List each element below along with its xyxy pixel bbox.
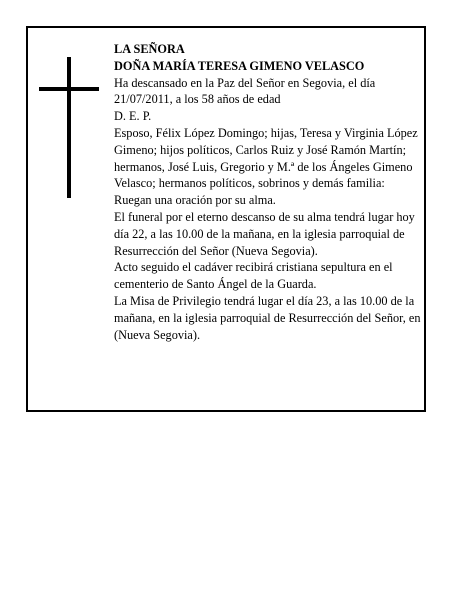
funeral-details: El funeral por el eterno descanso de su alma tendrá lugar hoy día 22, a las 10.00 de la mañana, en la iglesia parroquial de Resurrección del Señor (Nueva Segovia). — [114, 209, 415, 258]
prayer-request: Ruegan una oración por su alma. — [114, 193, 276, 208]
notice-text — [114, 41, 424, 343]
cross-vertical-bar — [67, 57, 71, 198]
deceased-name: DOÑA MARÍA TERESA GIMENO VELASCO — [114, 58, 365, 73]
obituary-notice — [26, 26, 426, 412]
burial-details: Acto seguido el cadáver recibirá cristiana sepultura en el cementerio de Santo Ángel de la Guarda. — [114, 260, 393, 292]
death-statement: Ha descansado en la Paz del Señor en Segovia, el día 21/07/2011, a los 58 años de edad — [114, 75, 376, 107]
notice-title: LA SEÑORA — [114, 42, 185, 56]
cross-horizontal-bar — [39, 87, 99, 91]
family-list: Esposo, Félix López Domingo; hijas, Teresa y Virginia López Gimeno; hijos políticos, Carlos Ruiz y José Ramón Martín; hermanos, José Luis, Gregorio y M.ª de los Ángeles Gimeno Velasco; hermanos políticos, sobrinos y demás familia: — [114, 125, 418, 191]
rip-line: D. E. P. — [114, 109, 152, 124]
mass-details: La Misa de Privilegio tendrá lugar el día 23, a las 10.00 de la mañana, en la iglesia parroquial de Resurrección del Señor, en (Nueva Segovia). — [114, 293, 421, 342]
